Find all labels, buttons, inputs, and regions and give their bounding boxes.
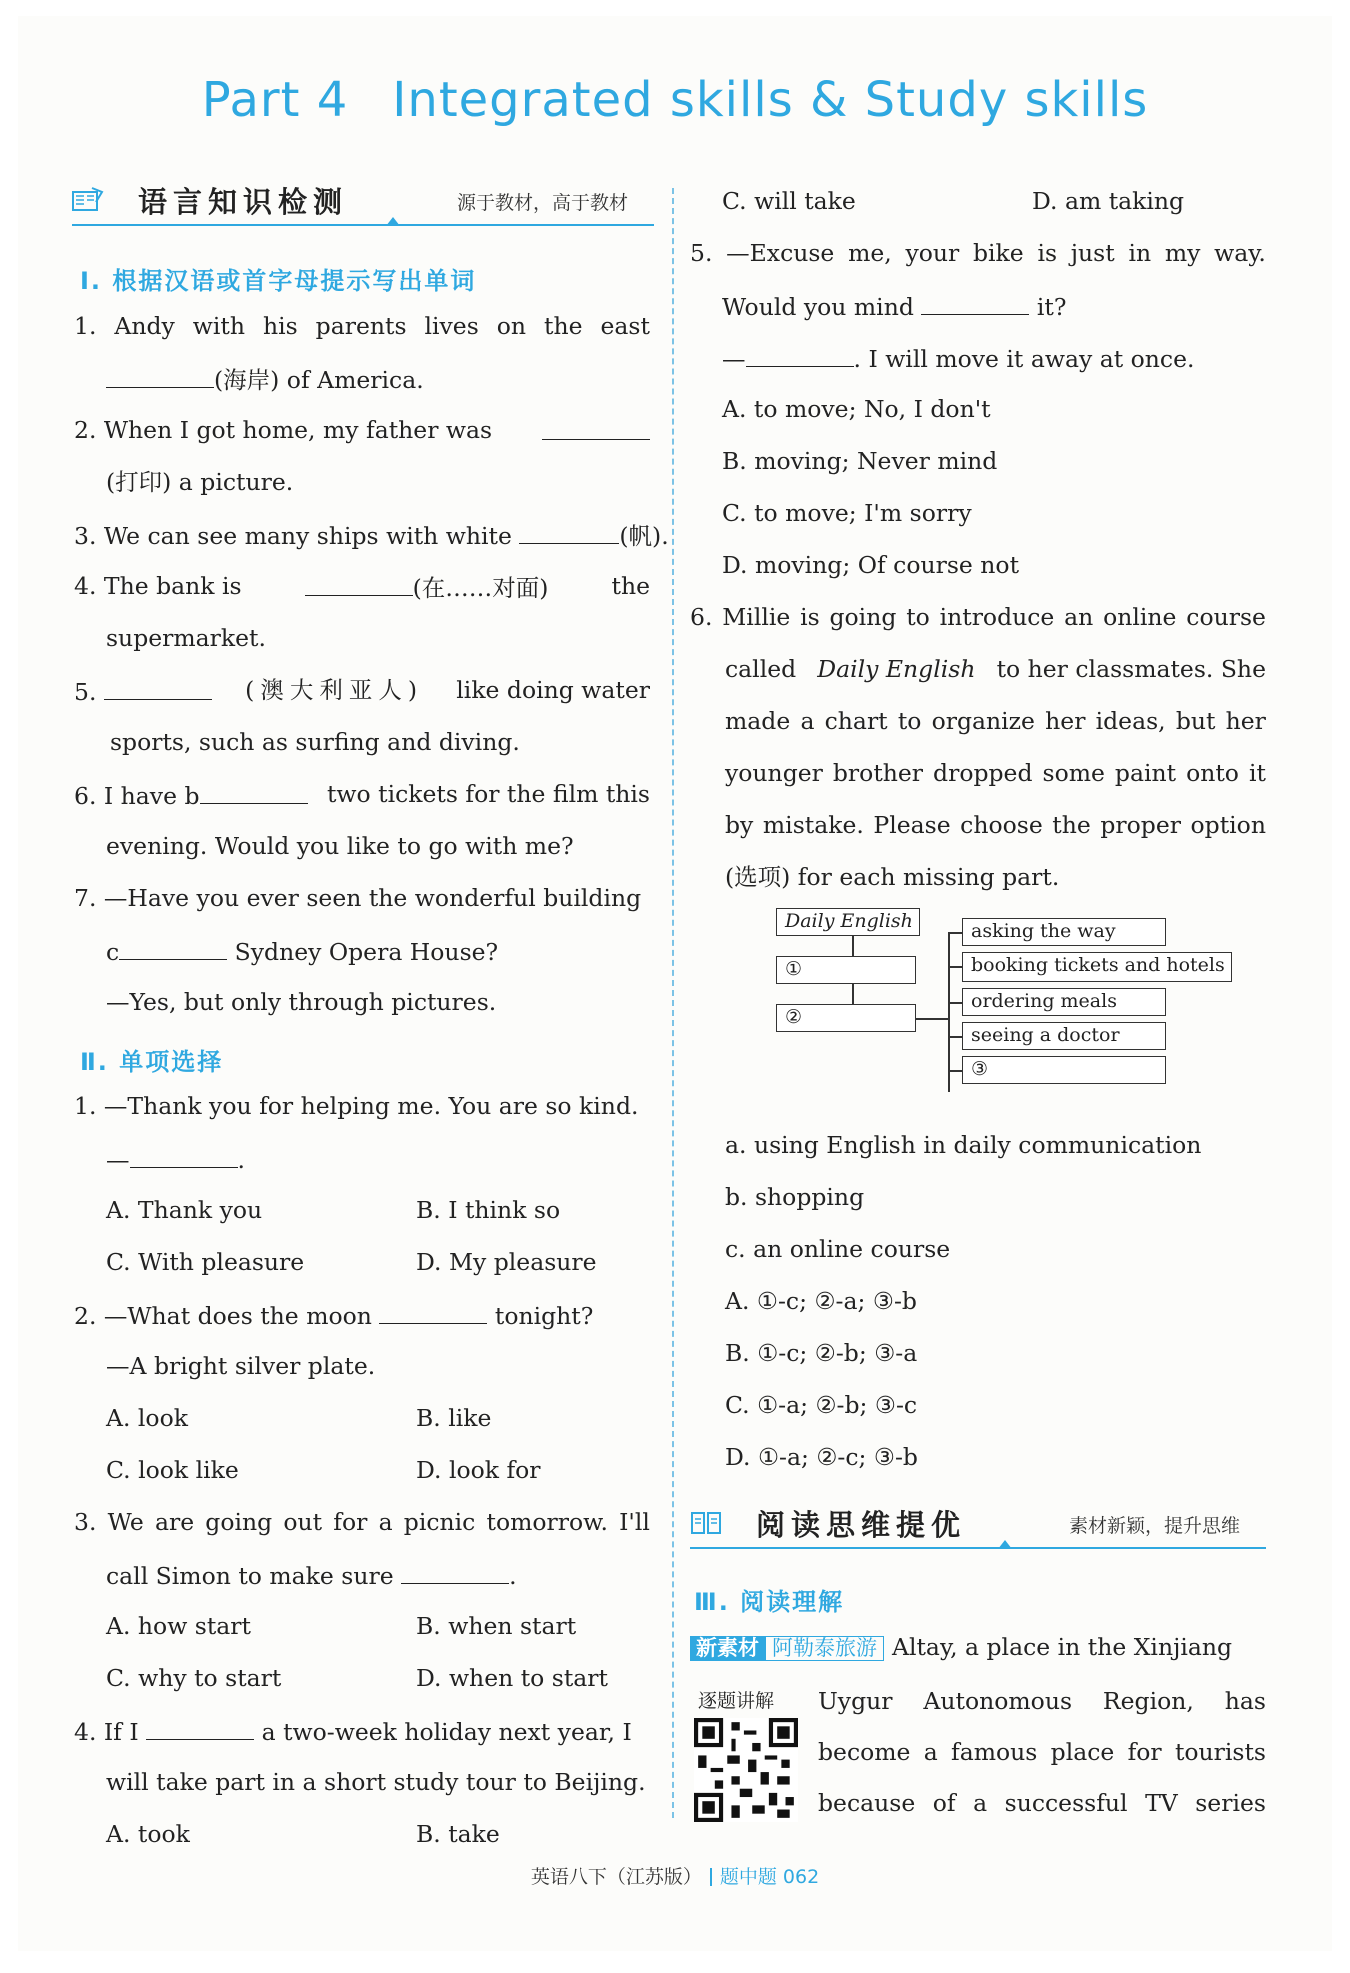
option-a[interactable]: A. how start <box>106 1612 251 1640</box>
p2-q6-line5: by mistake. Please choose the proper option <box>725 811 1266 839</box>
p2-q1-opts-cd <box>106 1248 666 1276</box>
option-c[interactable]: C. to move; I'm sorry <box>722 499 972 527</box>
option-b[interactable]: B. ①-c; ②-b; ③-a <box>725 1339 918 1367</box>
chart-node-1: ① <box>776 956 916 984</box>
chart-root-box: Daily English <box>776 908 920 936</box>
p2-q6-line6: (选项) for each missing part. <box>725 863 1060 891</box>
option-a[interactable]: A. to move; No, I don't <box>722 395 991 423</box>
chart-connector <box>948 932 962 934</box>
p1-q6-line2: evening. Would you like to go with me? <box>106 832 574 860</box>
answer-blank[interactable] <box>379 1303 487 1324</box>
chart-leaf-1: asking the way <box>962 918 1166 946</box>
book-icon <box>72 186 104 212</box>
p1-q7-line3: —Yes, but only through pictures. <box>106 988 497 1016</box>
answer-blank[interactable] <box>200 783 308 804</box>
choice-c: c. an online course <box>725 1235 951 1263</box>
p2-q4-opts-cd <box>722 187 1282 215</box>
brand-name: 题中题 <box>719 1866 777 1888</box>
page-title: Part 4 Integrated skills & Study skills <box>201 72 1149 128</box>
answer-blank[interactable] <box>130 1147 238 1168</box>
column-divider <box>672 188 674 1818</box>
p2-q1-line1: 1. —Thank you for helping me. You are so kind. <box>74 1092 639 1120</box>
p1-q4-line2: supermarket. <box>106 624 266 652</box>
qr-label: 逐题讲解 <box>698 1690 775 1712</box>
topic-tag: 阿勒泰旅游 <box>765 1636 884 1661</box>
p1-q2-line2: (打印) a picture. <box>106 468 294 496</box>
section-subtitle: 素材新颖，提升思维 <box>1068 1515 1240 1537</box>
book-name: 英语八下（江苏版） <box>530 1866 702 1888</box>
p2-q6-line4: younger brother dropped some paint onto it <box>725 759 1266 787</box>
p1-q7-line2: c Sydney Opera House? <box>106 938 499 966</box>
option-d[interactable]: D. when to start <box>416 1664 608 1692</box>
option-b[interactable]: B. like <box>416 1404 492 1432</box>
p2-q5-line2: Would you mind it? <box>722 293 1067 321</box>
p2-q2-opts-ab <box>106 1404 666 1432</box>
option-a[interactable]: A. Thank you <box>106 1196 263 1224</box>
section-header-language <box>72 180 654 226</box>
p1-q5-line2: sports, such as surfing and diving. <box>110 728 520 756</box>
p2-q3-line1: 3. We are going out for a picnic tomorrow. I'll <box>74 1508 650 1536</box>
option-d[interactable]: D. look for <box>416 1456 541 1484</box>
chart-connector <box>948 1070 962 1072</box>
mind-map-chart <box>772 906 1242 1106</box>
page-footer <box>0 1862 1350 1889</box>
option-c[interactable]: C. look like <box>106 1456 239 1484</box>
choice-b: b. shopping <box>725 1183 865 1211</box>
new-material-tag: 新素材 <box>690 1636 765 1661</box>
option-d[interactable]: D. My pleasure <box>416 1248 597 1276</box>
option-a[interactable]: A. took <box>106 1820 190 1848</box>
p2-q6-line1: 6. Millie is going to introduce an online course <box>690 603 1266 631</box>
p2-q5-line1: 5. —Excuse me, your bike is just in my way. <box>690 239 1266 267</box>
p2-q4-opts-ab <box>106 1820 666 1848</box>
chart-leaf-2: booking tickets and hotels <box>962 952 1232 982</box>
option-d[interactable]: D. am taking <box>1032 187 1185 215</box>
p1-q2-line1: 2. When I got home, my father was <box>74 419 650 443</box>
option-b[interactable]: B. moving; Never mind <box>722 447 998 475</box>
p3-line1: 新素材 阿勒泰旅游 Altay, a place in the Xinjiang <box>690 1636 1232 1661</box>
part1-heading: Ⅰ. 根据汉语或首字母提示写出单词 <box>80 267 477 295</box>
p2-q3-opts-cd <box>106 1664 666 1692</box>
chart-connector <box>852 936 854 956</box>
chart-connector <box>916 1018 948 1020</box>
p2-q2-line1: 2. —What does the moon tonight? <box>74 1302 594 1330</box>
p2-q1-line2: — . <box>106 1146 245 1174</box>
p2-q4-line1: 4. If I a two-week holiday next year, I <box>74 1718 632 1746</box>
p1-q1-line1: 1. Andy with his parents lives on the east <box>74 312 650 340</box>
choice-a: a. using English in daily communication <box>725 1131 1202 1159</box>
p2-q1-opts-ab <box>106 1196 666 1224</box>
page-number: 062 <box>782 1866 820 1888</box>
chart-connector <box>948 1002 962 1004</box>
option-a[interactable]: A. ①-c; ②-a; ③-b <box>725 1287 917 1315</box>
answer-blank[interactable] <box>146 1719 254 1740</box>
section-subtitle: 源于教材，高于教材 <box>456 192 628 214</box>
p1-q4-line1: 4. The bank is (在……对面) the <box>74 572 650 602</box>
part3-heading: Ⅲ. 阅读理解 <box>694 1588 845 1616</box>
p1-q6-line1: 6. I have b two tickets for the film this <box>74 780 650 810</box>
section-name: 阅读思维提优 <box>756 1508 967 1542</box>
p3-line3: become a famous place for tourists <box>818 1738 1266 1766</box>
footer-separator <box>710 1868 712 1886</box>
answer-blank[interactable] <box>104 679 212 700</box>
header-marker <box>386 217 400 226</box>
option-c[interactable]: C. will take <box>722 187 856 215</box>
option-d[interactable]: D. ①-a; ②-c; ③-b <box>725 1443 918 1471</box>
p1-q5-line1: 5. (澳大利亚人) like doing water <box>74 676 650 706</box>
chart-connector <box>948 966 962 968</box>
p2-q3-line2: call Simon to make sure . <box>106 1562 517 1590</box>
option-c[interactable]: C. ①-a; ②-b; ③-c <box>725 1391 918 1419</box>
p1-q3-line1: 3. We can see many ships with white (帆). <box>74 522 669 550</box>
chart-trunk <box>948 932 950 1092</box>
part2-heading: Ⅱ. 单项选择 <box>80 1048 224 1076</box>
p2-q4-line2: will take part in a short study tour to Beijing. <box>106 1768 646 1796</box>
answer-blank[interactable] <box>119 939 227 960</box>
p2-q5-line3: — . I will move it away at once. <box>722 345 1195 373</box>
chart-leaf-5: ③ <box>962 1056 1166 1084</box>
p1-q7-line1: 7. —Have you ever seen the wonderful building <box>74 884 642 912</box>
header-marker <box>998 1540 1012 1549</box>
chart-leaf-3: ordering meals <box>962 988 1166 1016</box>
answer-blank[interactable] <box>519 523 619 544</box>
option-c[interactable]: C. why to start <box>106 1664 282 1692</box>
answer-blank[interactable] <box>106 367 214 388</box>
section-name: 语言知识检测 <box>138 185 349 219</box>
p3-line4: because of a successful TV series <box>818 1789 1266 1817</box>
chart-connector <box>948 1036 962 1038</box>
option-b[interactable]: B. when start <box>416 1612 577 1640</box>
option-a[interactable]: A. look <box>106 1404 188 1432</box>
answer-blank[interactable] <box>542 419 650 440</box>
option-b[interactable]: B. take <box>416 1820 500 1848</box>
answer-blank[interactable] <box>746 346 854 367</box>
section-header-reading <box>690 1503 1266 1549</box>
p3-line2: Uygur Autonomous Region, has <box>818 1687 1266 1715</box>
answer-blank[interactable] <box>921 294 1029 315</box>
option-c[interactable]: C. With pleasure <box>106 1248 305 1276</box>
qr-code-icon[interactable] <box>694 1718 798 1822</box>
p1-q1-line2: (海岸) of America. <box>106 367 424 393</box>
answer-blank[interactable] <box>401 1563 509 1584</box>
p2-q3-opts-ab <box>106 1612 666 1640</box>
option-b[interactable]: B. I think so <box>416 1196 561 1224</box>
p2-q2-opts-cd <box>106 1456 666 1484</box>
chart-connector <box>852 984 854 1004</box>
p2-q6-line2: called Daily English to her classmates. She <box>725 655 1266 683</box>
answer-blank[interactable] <box>305 575 413 596</box>
open-book-icon <box>690 1509 722 1535</box>
p2-q2-line2: —A bright silver plate. <box>106 1352 376 1380</box>
chart-leaf-4: seeing a doctor <box>962 1022 1166 1050</box>
chart-node-2: ② <box>776 1004 916 1032</box>
option-d[interactable]: D. moving; Of course not <box>722 551 1020 579</box>
p2-q6-line3: made a chart to organize her ideas, but her <box>725 707 1266 735</box>
